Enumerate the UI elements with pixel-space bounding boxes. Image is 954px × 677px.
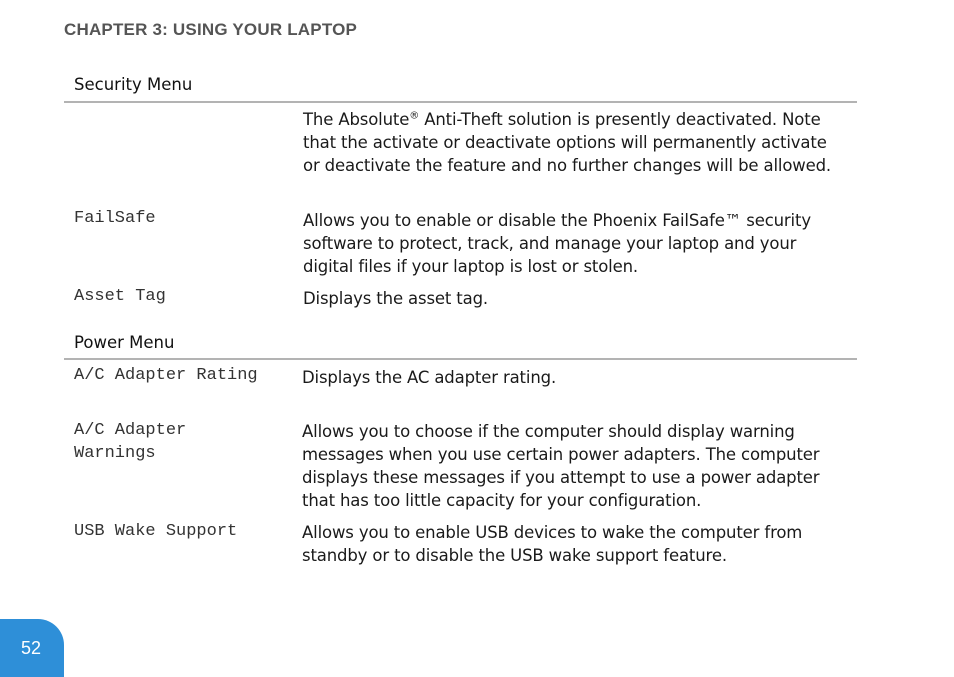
setting-ac-adapter-rating: A/C Adapter Rating	[74, 366, 258, 385]
setting-asset-tag: Asset Tag	[74, 287, 166, 306]
ac-adapter-rating-description: Displays the AC adapter rating.	[302, 368, 557, 387]
section-divider	[64, 358, 857, 360]
asset-tag-description: Displays the asset tag.	[303, 289, 489, 308]
power-menu-title: Power Menu	[74, 333, 175, 352]
chapter-heading: CHAPTER 3: USING YOUR LAPTOP	[64, 20, 358, 39]
security-menu-title: Security Menu	[74, 75, 193, 94]
ac-adapter-warnings-description: Allows you to choose if the computer should display warning messages when you use certain power adapters. The computer displays these messages if you attempt to use a power adapter that has too little capacity for your configuration.	[302, 422, 820, 510]
usb-wake-support-description: Allows you to enable USB devices to wake the computer from standby or to disable the USB wake support feature.	[302, 523, 803, 565]
setting-failsafe: FailSafe	[74, 209, 156, 228]
setting-ac-adapter-warnings: A/C Adapter Warnings	[74, 421, 197, 463]
setting-usb-wake-support: USB Wake Support	[74, 522, 238, 541]
anti-theft-description: The Absolute® Anti-Theft solution is presently deactivated. Note that the activate or deactivate options will permanently activate or deactivate the feature and no further changes will be allowed.	[303, 110, 832, 175]
page-number: 52	[20, 637, 42, 658]
failsafe-description: Allows you to enable or disable the Phoenix FailSafe™ security software to protect, track, and manage your laptop and your digital files if your laptop is lost or stolen.	[303, 211, 811, 276]
page-number-tab	[0, 619, 64, 677]
section-divider	[64, 101, 857, 103]
